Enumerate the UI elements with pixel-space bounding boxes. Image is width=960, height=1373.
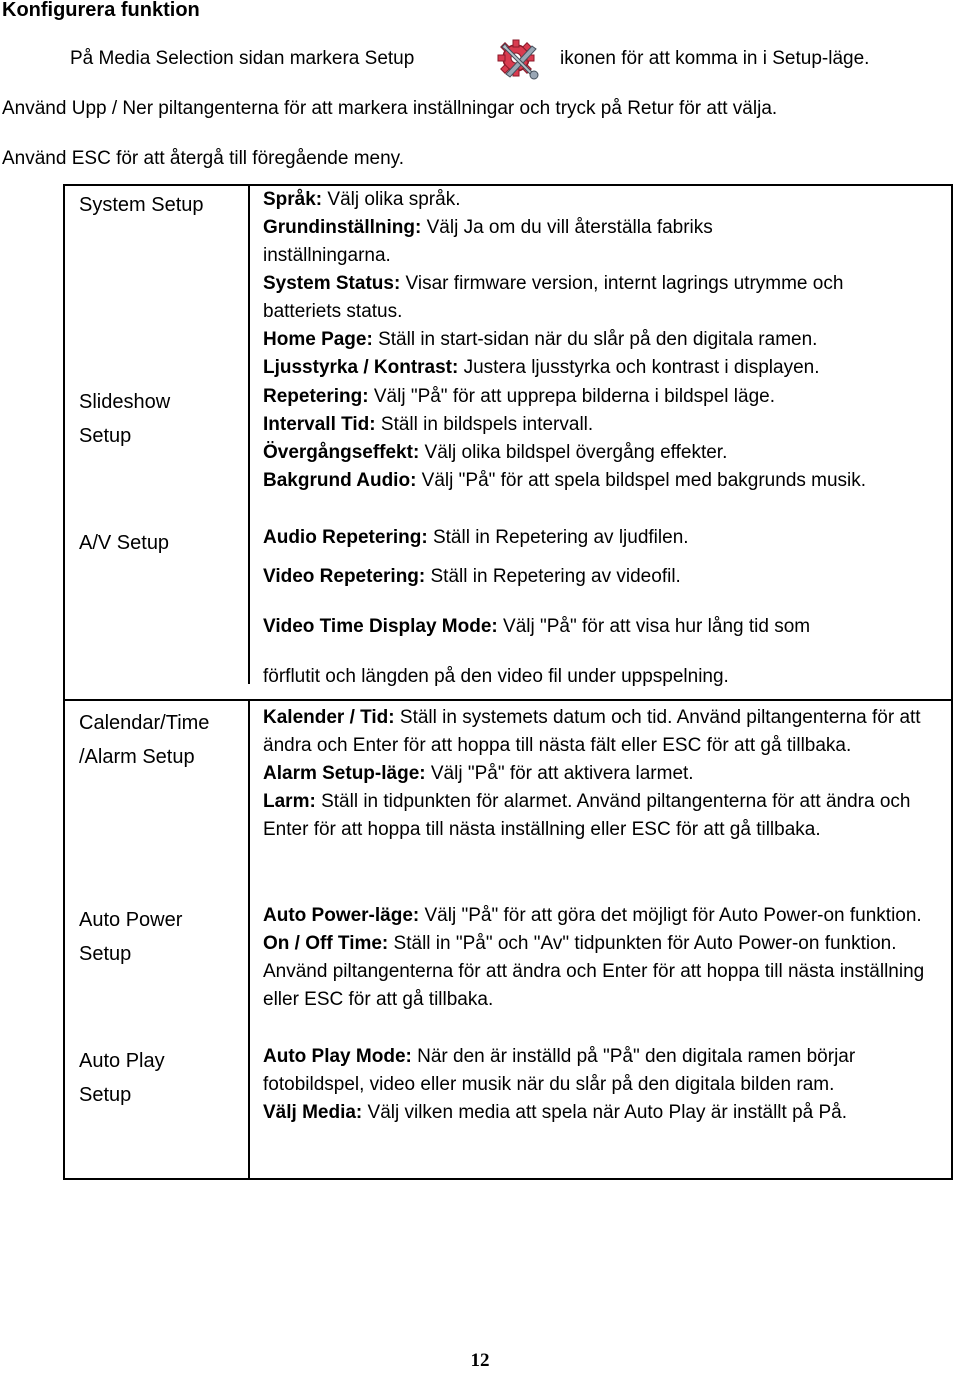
intro-line-1-before-icon: På Media Selection sidan markera Setup	[70, 48, 415, 69]
setting-item: Home Page: Ställ in start-sidan när du slår på den digitala ramen.	[263, 329, 818, 350]
setting-item: Välj Media: Välj vilken media att spela när Auto Play är inställt på På.	[263, 1102, 848, 1123]
av-setup-descriptions	[263, 524, 943, 691]
category-auto-play-setup: Auto Play Setup	[79, 1050, 165, 1106]
setting-item: Larm: Ställ in tidpunkten för alarmet. Använd piltangenterna för att ändra och Enter för att hoppa till nästa inställning eller ESC för att gå tillbaka.	[263, 791, 911, 840]
setting-item: Språk: Välj olika språk.	[263, 189, 461, 210]
page-title: Konfigurera funktion	[2, 0, 200, 21]
setting-item: Intervall Tid: Ställ in bildspels intervall.	[263, 414, 594, 435]
setup-tools-icon	[492, 34, 544, 82]
category-system-setup: System Setup	[79, 194, 204, 216]
setting-item: Övergångseffekt: Välj olika bildspel övergång effekter.	[263, 442, 728, 463]
setting-item: Audio Repetering: Ställ in Repetering av ljudfilen.	[263, 527, 689, 548]
setting-item: Grundinställning: Välj Ja om du vill återställa fabriks inställningarna.	[263, 217, 713, 266]
auto-play-descriptions	[263, 1043, 943, 1127]
intro-line-1-after-icon: ikonen för att komma in i Setup-läge.	[560, 48, 870, 69]
setting-item: Video Time Display Mode: Välj "På" för att visa hur lång tid som	[263, 616, 811, 637]
setting-item: Repetering: Välj "På" för att upprepa bilderna i bildspel läge.	[263, 386, 775, 407]
intro-line-3: Använd ESC för att återgå till föregående meny.	[2, 148, 405, 169]
category-auto-power-setup: Auto Power Setup	[79, 909, 183, 965]
page-number: 12	[470, 1350, 490, 1371]
setting-item: Auto Power-läge: Välj "På" för att göra det möjligt för Auto Power-on funktion.	[263, 905, 922, 926]
category-av-setup: A/V Setup	[79, 532, 170, 554]
intro-line-2: Använd Upp / Ner piltangenterna för att markera inställningar och tryck på Retur för att välja.	[2, 98, 778, 119]
setting-item: Bakgrund Audio: Välj "På" för att spela bildspel med bakgrunds musik.	[263, 470, 867, 491]
setting-item: Kalender / Tid: Ställ in systemets datum och tid. Använd piltangenterna för att ändra och Enter för att hoppa till nästa fält eller ESC för att gå tillbaka.	[263, 707, 921, 756]
slideshow-setup-descriptions	[263, 383, 943, 495]
category-slideshow-setup: Slideshow Setup	[79, 391, 171, 447]
setting-item: On / Off Time: Ställ in "På" och "Av" tidpunkten för Auto Power-on funktion. Använd piltangenterna för att ändra och Enter för att hoppa till nästa inställning eller ESC för att gå tillbaka.	[263, 933, 925, 1010]
category-calendar-alarm-setup: Calendar/Time /Alarm Setup	[79, 712, 210, 768]
setting-item: Ljusstyrka / Kontrast: Justera ljusstyrka och kontrast i displayen.	[263, 357, 820, 378]
setting-item: System Status: Visar firmware version, internt lagrings utrymme och batteriets status.	[263, 273, 844, 322]
setting-item: Video Repetering: Ställ in Repetering av videofil.	[263, 566, 681, 587]
setting-item: förflutit och längden på den video fil under uppspelning.	[263, 666, 729, 687]
auto-power-descriptions	[263, 902, 943, 1014]
calendar-alarm-descriptions	[263, 704, 943, 844]
setting-item: Alarm Setup-läge: Välj "På" för att aktivera larmet.	[263, 763, 694, 784]
setting-item: Auto Play Mode: När den är inställd på "På" den digitala ramen börjar fotobildspel, video eller musik när du slår på den digitala bilden ram.	[263, 1046, 856, 1095]
table-column-divider	[248, 699, 250, 1180]
table-column-divider	[248, 184, 250, 684]
table-row-divider	[63, 699, 953, 701]
system-setup-descriptions	[263, 186, 943, 382]
